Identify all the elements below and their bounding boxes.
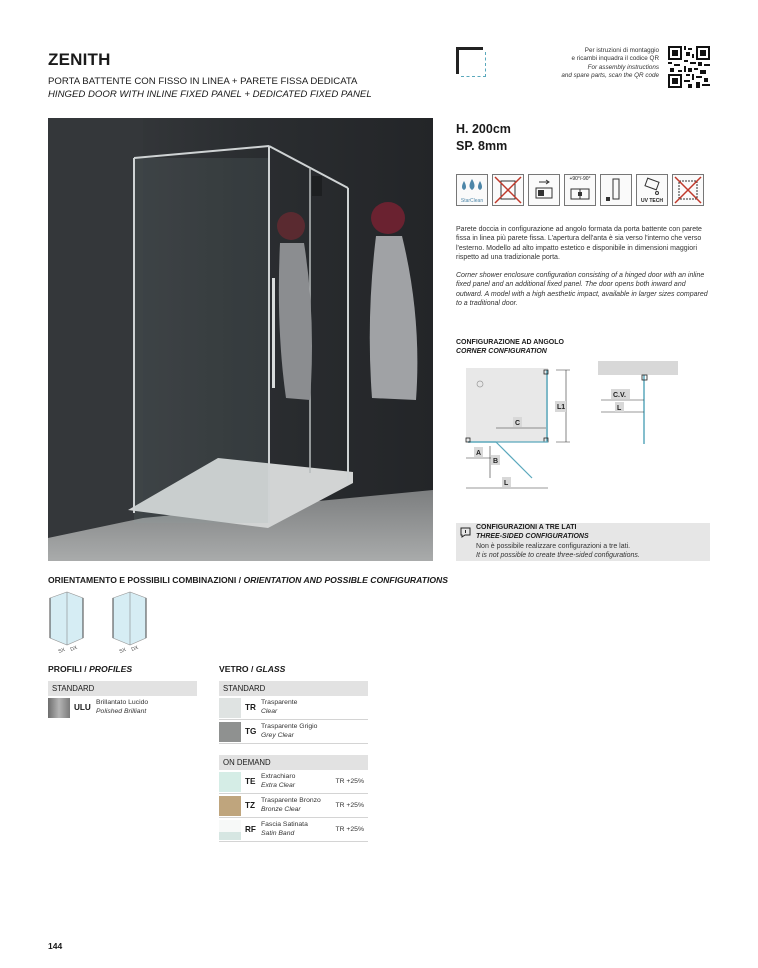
profiles-group-standard: STANDARD: [48, 681, 197, 696]
dim-cv: C.V.: [613, 392, 626, 399]
product-photo: [48, 118, 433, 561]
subtitle-it: PORTA BATTENTE CON FISSO IN LINEA + PARETE FISSA DEDICATA: [48, 76, 358, 87]
shower-illustration: [48, 118, 433, 561]
glass-code-te: TE: [245, 777, 256, 786]
uv-tech-icon: [636, 174, 668, 206]
glass-code-tz: TZ: [245, 801, 256, 810]
profiles-title-it: PROFILI: [48, 664, 82, 674]
orientation-left: [50, 592, 83, 655]
spec-height: H. 200cm: [456, 122, 511, 136]
orientation-label-dx-2: DX: [130, 644, 140, 653]
qr-line-3: For assembly instructions: [587, 63, 659, 71]
glass-name-tg-it: Trasparente Grigio: [261, 723, 318, 730]
note-title-en: THREE-SIDED CONFIGURATIONS: [476, 532, 589, 540]
profile-code: ULU: [74, 703, 91, 712]
glass-name-tr: [261, 698, 297, 716]
description-it: Parete doccia in configurazione ad angolo formata da porta battente con parete fissa in linea più parete fissa. L'apertura dell'anta è sia verso l'interno che verso l'esterno. Modello ad alto impatto estetico e disponibile in dimensioni maggiori rispetto ad una tradizionale porta.: [456, 226, 702, 261]
note-body: [476, 543, 640, 560]
dim-l: L: [504, 480, 509, 487]
glass-name-te: [261, 772, 295, 790]
feature-icons: [456, 174, 704, 206]
glass-row-tr[interactable]: [219, 696, 368, 720]
orientation-label-dx-1: DX: [69, 644, 79, 653]
glass-row-rf[interactable]: [219, 818, 368, 842]
orientation-label-sx-1: SX: [57, 646, 66, 655]
orientation-title-it: ORIENTAMENTO E POSSIBILI COMBINAZIONI: [48, 575, 237, 585]
sliding-adjust-icon: [528, 174, 560, 206]
configuration-title-it: CONFIGURAZIONE AD ANGOLO: [456, 339, 564, 346]
glass-swatch-tz: [219, 796, 241, 816]
glass-extra-te: TR +25%: [335, 778, 364, 785]
product-title: ZENITH: [48, 50, 111, 69]
glass-extra-tz: TR +25%: [335, 802, 364, 809]
qr-instructions: [529, 47, 659, 81]
profiles-table: [48, 681, 197, 720]
brand-logo-icon: [456, 47, 483, 74]
profiles-title: PROFILI / PROFILES: [48, 664, 133, 674]
product-subtitle: [48, 76, 372, 101]
description-en: Corner shower enclosure configuration consisting of a hinged door with an inline fixed panel and an additional fixed panel. The door opens both inward and outward. A model with a high aesthetic impact, available in larger sizes compared to a traditional door.: [456, 272, 708, 307]
glass-name-tr-it: Trasparente: [261, 699, 298, 706]
glass-group-on-demand: ON DEMAND: [219, 755, 368, 770]
glass-title-it: VETRO: [219, 664, 249, 674]
glass-standard-table: [219, 681, 368, 744]
glass-name-tz: [261, 796, 321, 814]
qr-line-4: and spare parts, scan the QR code: [561, 72, 659, 80]
note-body-it: Non è possibile realizzare configurazioni a tre lati.: [476, 543, 631, 550]
glass-name-rf-it: Fascia Satinata: [261, 821, 308, 828]
glass-title: VETRO / GLASS: [219, 664, 286, 674]
subtitle-en: HINGED DOOR WITH INLINE FIXED PANEL + DEDICATED FIXED PANEL: [48, 88, 372, 100]
glass-row-tg[interactable]: [219, 720, 368, 744]
opening-90-icon: [564, 174, 596, 206]
orientation-diagrams: [45, 590, 160, 655]
specs: [456, 121, 511, 155]
note-title-it: CONFIGURAZIONI A TRE LATI: [476, 524, 577, 531]
profile-height-icon: [600, 174, 632, 206]
glass-code-tr: TR: [245, 703, 256, 712]
configuration-title: [456, 338, 564, 356]
glass-name-rf-en: Satin Band: [261, 830, 295, 837]
glass-on-demand-table: [219, 755, 368, 842]
spec-thickness: SP. 8mm: [456, 139, 508, 153]
qr-line-2: e ricambi inquadra il codice QR: [571, 55, 659, 63]
glass-name-te-en: Extra Clear: [261, 782, 295, 789]
starclean-drops-icon: [456, 174, 488, 206]
glass-extra-rf: TR +25%: [335, 826, 364, 833]
glass-name-tz-en: Bronze Clear: [261, 806, 301, 813]
glass-group-standard: STANDARD: [219, 681, 368, 696]
glass-name-tz-it: Trasparente Bronzo: [261, 797, 321, 804]
no-reversible-icon: [492, 174, 524, 206]
info-bubble-icon: [460, 527, 471, 538]
dim-b: B: [493, 458, 499, 465]
glass-swatch-tg: [219, 722, 241, 742]
profile-swatch: [48, 698, 70, 718]
glass-name-tr-en: Clear: [261, 708, 278, 715]
configuration-title-en: CORNER CONFIGURATION: [456, 348, 547, 355]
orientation-label-sx-2: SX: [118, 646, 127, 655]
dim-c: C: [515, 420, 521, 427]
profile-name-it: Brillantato Lucido: [96, 699, 149, 706]
qr-code-icon[interactable]: [668, 46, 710, 88]
uv-tech-label: UV TECH: [641, 198, 663, 204]
profile-name-en: Polished Brilliant: [96, 708, 147, 715]
glass-code-rf: RF: [245, 825, 256, 834]
glass-code-tg: TG: [245, 727, 257, 736]
orientation-right: [113, 592, 146, 655]
qr-line-1: Per istruzioni di montaggio: [584, 47, 659, 54]
profiles-title-en: PROFILES: [89, 664, 133, 674]
dim-l-side: L: [617, 405, 622, 412]
glass-row-tz[interactable]: [219, 794, 368, 818]
glass-title-en: GLASS: [255, 664, 286, 674]
profile-name: [96, 698, 148, 716]
profile-row-ulu[interactable]: [48, 696, 197, 720]
opening-90-label: +90°/-90°: [569, 176, 591, 182]
glass-swatch-tr: [219, 698, 241, 718]
note-body-en: It is not possible to create three-sided configurations.: [476, 551, 640, 559]
orientation-title: ORIENTAMENTO E POSSIBILI COMBINAZIONI / ORIENTATION AND POSSIBLE CONFIGURATIONS: [48, 575, 448, 585]
glass-swatch-rf: [219, 820, 241, 840]
page-number: 144: [48, 941, 63, 951]
dim-a: A: [476, 450, 482, 457]
orientation-title-en: ORIENTATION AND POSSIBLE CONFIGURATIONS: [243, 575, 448, 585]
corner-configuration-diagram: [456, 358, 710, 498]
glass-name-rf: [261, 820, 308, 838]
starclean-label: StarClean: [460, 198, 484, 204]
note-title: [476, 524, 589, 541]
dim-l1: L1: [557, 404, 566, 411]
glass-name-tg: [261, 722, 317, 740]
glass-swatch-te: [219, 772, 241, 792]
glass-name-tg-en: Grey Clear: [261, 732, 294, 739]
glass-name-te-it: Extrachiaro: [261, 773, 296, 780]
no-tray-icon: [672, 174, 704, 206]
glass-row-te[interactable]: [219, 770, 368, 794]
